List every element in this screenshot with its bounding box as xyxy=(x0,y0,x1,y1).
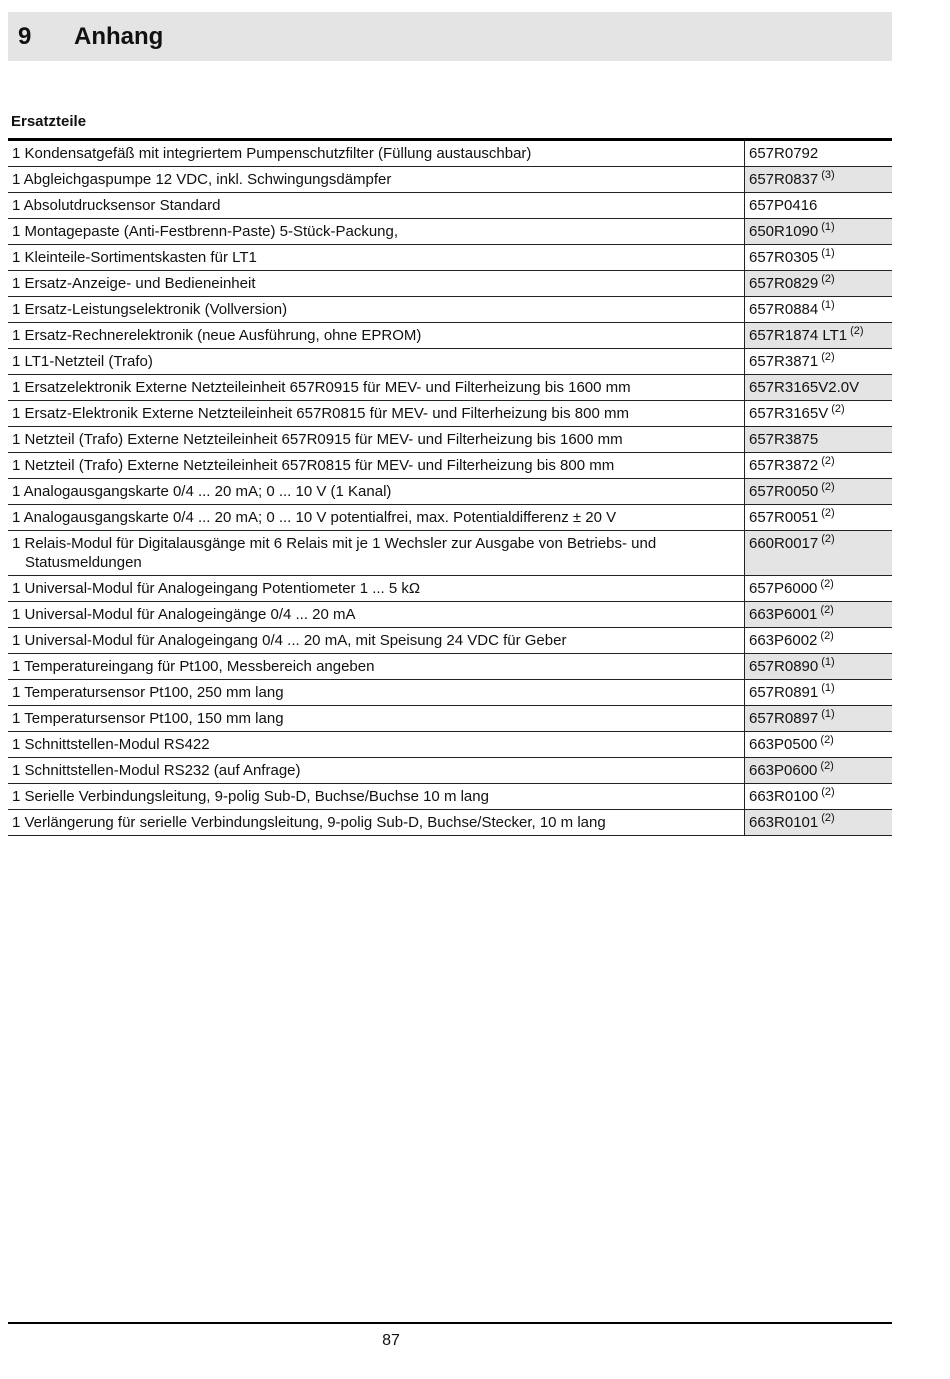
part-description-cell xyxy=(8,576,745,602)
part-number-cell xyxy=(745,758,893,784)
footnote-marker: (2) xyxy=(850,325,864,337)
part-number: 657R1874 LT1 xyxy=(749,327,848,344)
table-row xyxy=(8,732,892,758)
part-description-cell xyxy=(8,531,745,576)
table-row xyxy=(8,349,892,375)
part-description: 1 Kleinteile-Sortimentskasten für LT1 xyxy=(12,249,257,266)
part-number-cell xyxy=(745,732,893,758)
table-row xyxy=(8,628,892,654)
part-number-cell xyxy=(745,271,893,297)
part-description-cell xyxy=(8,193,745,219)
footnote-marker: (1) xyxy=(821,299,835,311)
part-description-cell xyxy=(8,375,745,401)
spare-parts-table-body xyxy=(8,141,892,836)
part-number: 657R0305 xyxy=(749,249,819,266)
part-description-cell xyxy=(8,479,745,505)
part-number: 657P6000 xyxy=(749,580,818,597)
part-description-cell xyxy=(8,167,745,193)
part-description: 1 Schnittstellen-Modul RS232 (auf Anfrage) xyxy=(12,762,301,779)
table-row xyxy=(8,810,892,836)
table-row xyxy=(8,784,892,810)
footnote-marker: (2) xyxy=(820,578,834,590)
part-number: 657R0890 xyxy=(749,658,819,675)
chapter-title: Anhang xyxy=(74,22,164,50)
part-description-cell xyxy=(8,628,745,654)
part-number-cell xyxy=(745,680,893,706)
footnote-marker: (2) xyxy=(820,760,834,772)
part-number-cell xyxy=(745,219,893,245)
part-description: 1 Absolutdrucksensor Standard xyxy=(12,197,221,214)
part-number: 657R3871 xyxy=(749,353,819,370)
part-number-cell xyxy=(745,375,893,401)
part-number: 663P6001 xyxy=(749,606,818,623)
table-row xyxy=(8,680,892,706)
table-row xyxy=(8,531,892,576)
footer-rule xyxy=(8,1322,892,1324)
table-row xyxy=(8,219,892,245)
part-description-cell xyxy=(8,602,745,628)
part-description: 1 Montagepaste (Anti-Festbrenn-Paste) 5-Stück-Packung, xyxy=(12,223,399,240)
part-description: 1 Temperatureingang für Pt100, Messbereich angeben xyxy=(12,658,375,675)
part-number: 663P0600 xyxy=(749,762,818,779)
part-description: 1 Temperatursensor Pt100, 250 mm lang xyxy=(12,684,284,701)
table-row xyxy=(8,323,892,349)
part-description: 1 Serielle Verbindungsleitung, 9-polig Sub-D, Buchse/Buchse 10 m lang xyxy=(12,788,489,805)
part-number-cell xyxy=(745,706,893,732)
table-row xyxy=(8,141,892,167)
table-row xyxy=(8,427,892,453)
table-row xyxy=(8,453,892,479)
part-number: 657R0891 xyxy=(749,684,819,701)
table-row xyxy=(8,297,892,323)
part-number: 657R3872 xyxy=(749,457,819,474)
part-number-cell xyxy=(745,323,893,349)
table-row xyxy=(8,271,892,297)
part-description-cell xyxy=(8,453,745,479)
footnote-marker: (3) xyxy=(821,169,835,181)
part-number-cell xyxy=(745,531,893,576)
chapter-number: 9 xyxy=(18,22,32,50)
footnote-marker: (1) xyxy=(821,247,835,259)
part-number: 657R3165V xyxy=(749,405,829,422)
part-number-cell xyxy=(745,628,893,654)
part-description: 1 Analogausgangskarte 0/4 ... 20 mA; 0 ... 10 V potentialfrei, max. Potentialdifferenz ± 20 V xyxy=(12,509,617,526)
part-description: 1 Universal-Modul für Analogeingänge 0/4 ... 20 mA xyxy=(12,606,356,623)
part-description: 1 Ersatzelektronik Externe Netzteileinheit 657R0915 für MEV- und Filterheizung bis 1600 mm xyxy=(12,379,631,396)
part-number: 657R0829 xyxy=(749,275,819,292)
footnote-marker: (2) xyxy=(821,455,835,467)
part-description: 1 Ersatz-Rechnerelektronik (neue Ausführung, ohne EPROM) xyxy=(12,327,422,344)
part-number: 663R0100 xyxy=(749,788,819,805)
table-row xyxy=(8,375,892,401)
part-number-cell xyxy=(745,602,893,628)
table-row xyxy=(8,706,892,732)
chapter-header xyxy=(8,12,892,61)
part-number: 657R3875 xyxy=(749,431,819,448)
part-description-cell xyxy=(8,401,745,427)
part-number-cell xyxy=(745,453,893,479)
part-number-cell xyxy=(745,784,893,810)
part-number: 657R0897 xyxy=(749,710,819,727)
part-number: 657R0051 xyxy=(749,509,819,526)
part-description: 1 Universal-Modul für Analogeingang Potentiometer 1 ... 5 kΩ xyxy=(12,580,421,597)
section-title: Ersatzteile xyxy=(11,113,87,130)
part-number: 663P0500 xyxy=(749,736,818,753)
table-row xyxy=(8,576,892,602)
part-number-cell xyxy=(745,810,893,836)
part-description: 1 Temperatursensor Pt100, 150 mm lang xyxy=(12,710,284,727)
table-row xyxy=(8,602,892,628)
footnote-marker: (2) xyxy=(821,812,835,824)
part-description: 1 Netzteil (Trafo) Externe Netzteileinheit 657R0815 für MEV- und Filterheizung bis 800 mm xyxy=(12,457,615,474)
part-description: 1 Verlängerung für serielle Verbindungsleitung, 9-polig Sub-D, Buchse/Stecker, 10 m lang xyxy=(12,814,606,831)
footnote-marker: (2) xyxy=(820,630,834,642)
part-number: 657R0050 xyxy=(749,483,819,500)
part-description-cell xyxy=(8,349,745,375)
part-description-cell xyxy=(8,758,745,784)
footnote-marker: (2) xyxy=(831,403,845,415)
footnote-marker: (2) xyxy=(820,734,834,746)
footnote-marker: (2) xyxy=(820,604,834,616)
part-number: 657R3165V2.0V xyxy=(749,379,860,396)
part-number-cell xyxy=(745,654,893,680)
part-number: 663P6002 xyxy=(749,632,818,649)
part-description: 1 Ersatz-Leistungselektronik (Vollversion) xyxy=(12,301,288,318)
page-number: 87 xyxy=(382,1332,400,1349)
footnote-marker: (1) xyxy=(821,221,835,233)
part-number-cell xyxy=(745,245,893,271)
part-description: 1 Ersatz-Anzeige- und Bedieneinheit xyxy=(12,275,256,292)
footnote-marker: (2) xyxy=(821,273,835,285)
spare-parts-table xyxy=(8,141,892,836)
part-description-cell xyxy=(8,706,745,732)
part-number-cell xyxy=(745,427,893,453)
part-number: 663R0101 xyxy=(749,814,819,831)
part-description: 1 Kondensatgefäß mit integriertem Pumpenschutzfilter (Füllung austauschbar) xyxy=(12,145,532,162)
footnote-marker: (2) xyxy=(821,533,835,545)
footnote-marker: (2) xyxy=(821,481,835,493)
table-row xyxy=(8,758,892,784)
part-description-cell xyxy=(8,680,745,706)
part-number: 660R0017 xyxy=(749,535,819,552)
part-description: 1 Ersatz-Elektronik Externe Netzteileinheit 657R0815 für MEV- und Filterheizung bis 800 mm xyxy=(12,405,629,422)
footnote-marker: (1) xyxy=(821,708,835,720)
part-description: 1 Abgleichgaspumpe 12 VDC, inkl. Schwingungsdämpfer xyxy=(12,171,392,188)
part-number: 657R0837 xyxy=(749,171,819,188)
part-description-cell xyxy=(8,141,745,167)
part-description: 1 Analogausgangskarte 0/4 ... 20 mA; 0 ... 10 V (1 Kanal) xyxy=(12,483,392,500)
part-description-cell xyxy=(8,323,745,349)
part-description-cell xyxy=(8,654,745,680)
table-row xyxy=(8,654,892,680)
footnote-marker: (1) xyxy=(821,656,835,668)
footnote-marker: (1) xyxy=(821,682,835,694)
part-description: 1 LT1-Netzteil (Trafo) xyxy=(12,353,153,370)
part-description-cell xyxy=(8,427,745,453)
part-number-cell xyxy=(745,297,893,323)
part-description: 1 Schnittstellen-Modul RS422 xyxy=(12,736,210,753)
part-description: 1 Netzteil (Trafo) Externe Netzteileinheit 657R0915 für MEV- und Filterheizung bis 1600 mm xyxy=(12,431,623,448)
part-number-cell xyxy=(745,576,893,602)
part-number: 650R1090 xyxy=(749,223,819,240)
footnote-marker: (2) xyxy=(821,786,835,798)
table-row xyxy=(8,245,892,271)
part-description-cell xyxy=(8,219,745,245)
table-row xyxy=(8,167,892,193)
part-number-cell xyxy=(745,141,893,167)
part-number-cell xyxy=(745,193,893,219)
footnote-marker: (2) xyxy=(821,351,835,363)
table-row xyxy=(8,479,892,505)
part-description-cell xyxy=(8,810,745,836)
part-number: 657R0792 xyxy=(749,145,819,162)
part-description-cell xyxy=(8,732,745,758)
part-description-cell xyxy=(8,784,745,810)
table-row xyxy=(8,401,892,427)
part-number-cell xyxy=(745,349,893,375)
part-description: 1 Relais-Modul für Digitalausgänge mit 6 Relais mit je 1 Wechsler zur Ausgabe von Betriebs- und Statusmeldungen xyxy=(12,535,657,571)
part-number: 657R0884 xyxy=(749,301,819,318)
part-number-cell xyxy=(745,167,893,193)
part-description: 1 Universal-Modul für Analogeingang 0/4 ... 20 mA, mit Speisung 24 VDC für Geber xyxy=(12,632,567,649)
part-number-cell xyxy=(745,401,893,427)
part-description-cell xyxy=(8,245,745,271)
part-description-cell xyxy=(8,297,745,323)
part-description-cell xyxy=(8,271,745,297)
part-number-cell xyxy=(745,505,893,531)
footnote-marker: (2) xyxy=(821,507,835,519)
table-row xyxy=(8,193,892,219)
part-number: 657P0416 xyxy=(749,197,818,214)
part-description-cell xyxy=(8,505,745,531)
table-row xyxy=(8,505,892,531)
part-number-cell xyxy=(745,479,893,505)
